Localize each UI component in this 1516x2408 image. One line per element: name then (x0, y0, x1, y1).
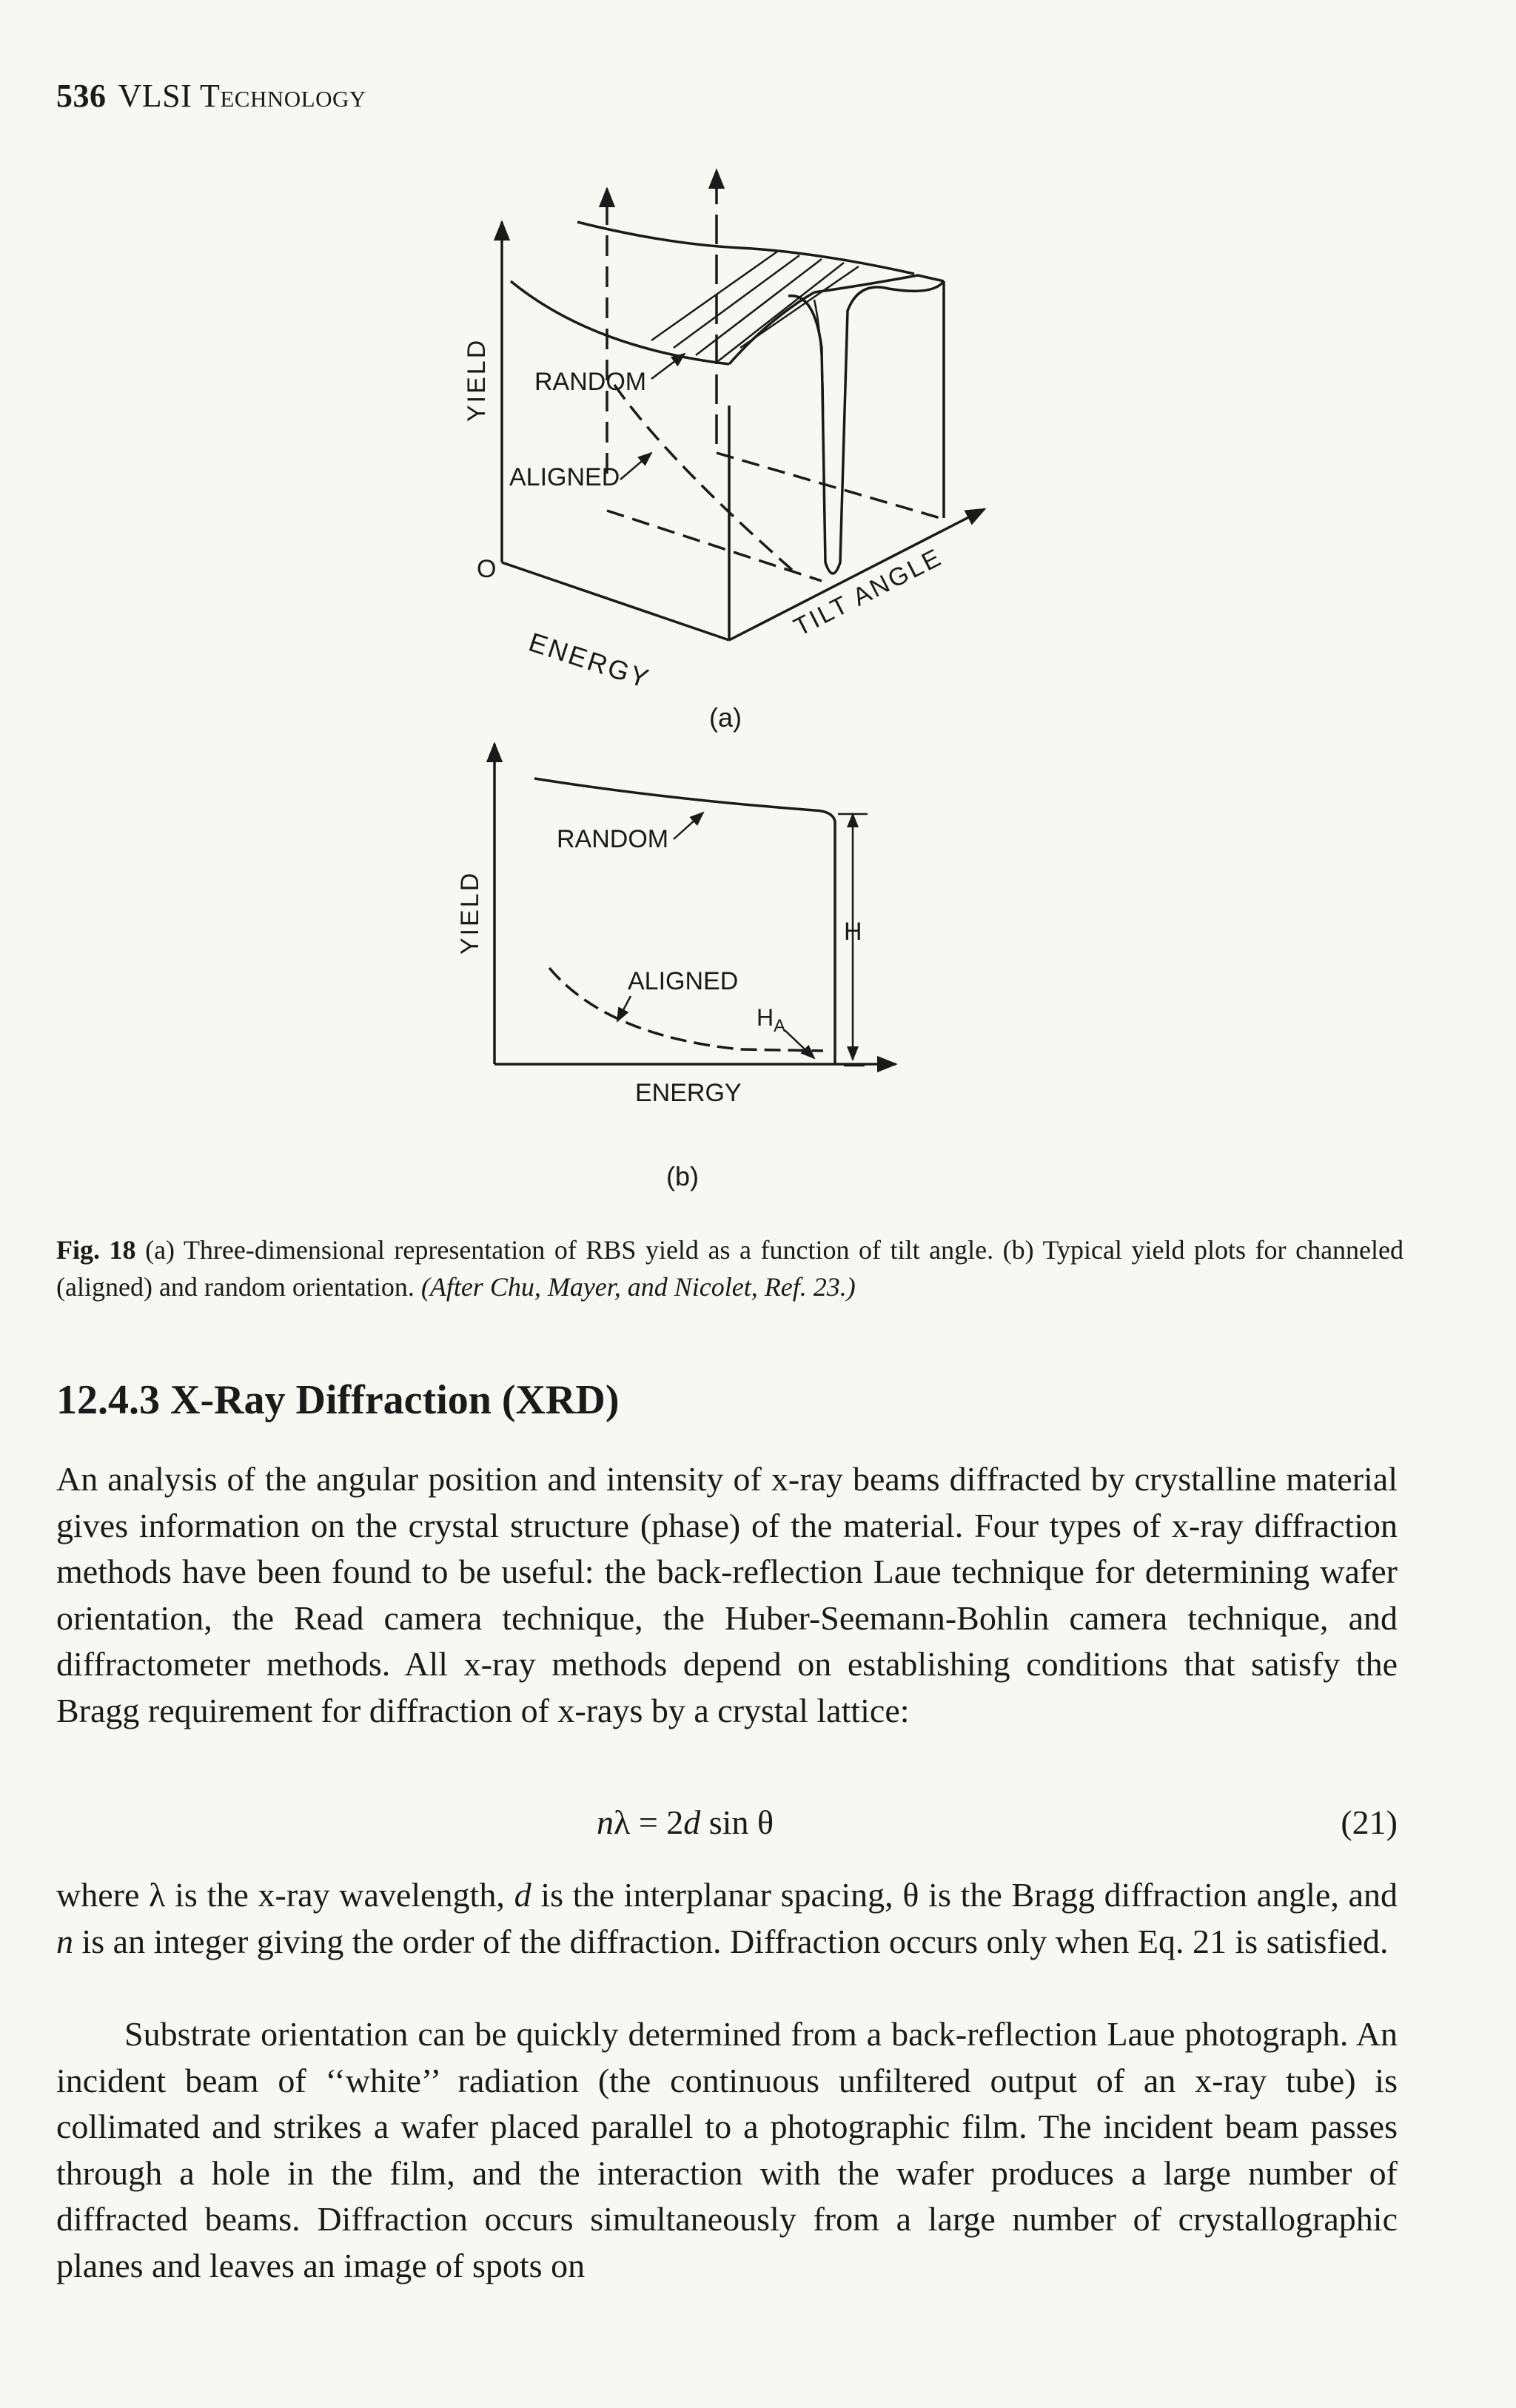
panel-b-random-curve (534, 778, 835, 1064)
panel-b-caption-label: (b) (666, 1161, 699, 1191)
panel-a-random-curve (511, 281, 729, 364)
panel-a-energy-label: ENERGY (525, 626, 654, 695)
caption-source: (After Chu, Mayer, and Nicolet, Ref. 23.) (420, 1272, 856, 1302)
panel-b-diagram (494, 744, 896, 1066)
panel-b-yield-label: YIELD (456, 870, 484, 955)
panel-a-caption-label: (a) (709, 702, 742, 733)
panel-a-aligned-curve (614, 385, 792, 570)
panel-a-random-label: RANDOM (534, 368, 647, 396)
panel-b-energy-label: ENERGY (635, 1079, 742, 1107)
equation-number: (21) (1341, 1803, 1398, 1841)
figure-number: Fig. 18 (56, 1235, 136, 1265)
panel-a-channel-dip (788, 287, 888, 574)
paragraph-2: where λ is the x-ray wavelength, d is the interplanar spacing, θ is the Bragg diffraction angle, and n is an integer giving the order of the diffraction. Diffraction occurs only when Eq. 21 is satisfied. (56, 1876, 1398, 1960)
panel-a-yield-label: YIELD (463, 337, 491, 422)
panel-a-tilt-label: TILT ANGLE (789, 542, 948, 642)
figure-caption (56, 1231, 1403, 1305)
panel-a-tilt-axis (729, 509, 985, 640)
panel-a-aligned-label: ALIGNED (509, 463, 620, 491)
panel-b-ha-label: $H_A$ (757, 1004, 786, 1036)
page-number: 536 (56, 78, 107, 114)
book-title: VLSI Technology (118, 78, 366, 114)
equation-21 (56, 1803, 1398, 1849)
panel-a-origin-label: O (477, 555, 497, 583)
panel-b-random-label: RANDOM (557, 825, 669, 853)
panel-b-aligned-label: ALIGNED (628, 967, 739, 995)
section-heading: 12.4.3 X-Ray Diffraction (XRD) (56, 1377, 620, 1423)
paragraph-3: Substrate orientation can be quickly determined from a back-reflection Laue photograph. An incident beam of ‘‘white’’ radiation (the continuous unfiltered output of an x-ray tube) is collimated and strikes a wafer placed parallel to a photographic film. The incident beam passes through a hole in the film, and the interaction with the wafer produces a large number of diffracted beams. Diffraction occurs simultaneously from a large number of crystallographic planes and leaves an image of spots on (56, 2015, 1398, 2284)
caption-text: (a) Three-dimensional representation of RBS yield as a function of tilt angle. (b) Typical yield plots for channeled (aligned) and random orientation. (56, 1235, 1404, 1302)
paragraph-1: An analysis of the angular position and intensity of x-ray beams diffracted by crystalline material gives information on the crystal structure (phase) of the material. Four types of x-ray diffraction methods have been found to be useful: the back-reflection Laue technique for determining wafer orientation, the Read camera technique, the Huber-Seemann-Bohlin camera technique, and diffractometer methods. All x-ray methods depend on establishing conditions that satisfy the Bragg requirement for diffraction of x-rays by a crystal lattice: (56, 1460, 1398, 1729)
equation-expression: nλ = 2d sin θ (597, 1803, 774, 1841)
panel-b-h-label: H (844, 918, 862, 946)
